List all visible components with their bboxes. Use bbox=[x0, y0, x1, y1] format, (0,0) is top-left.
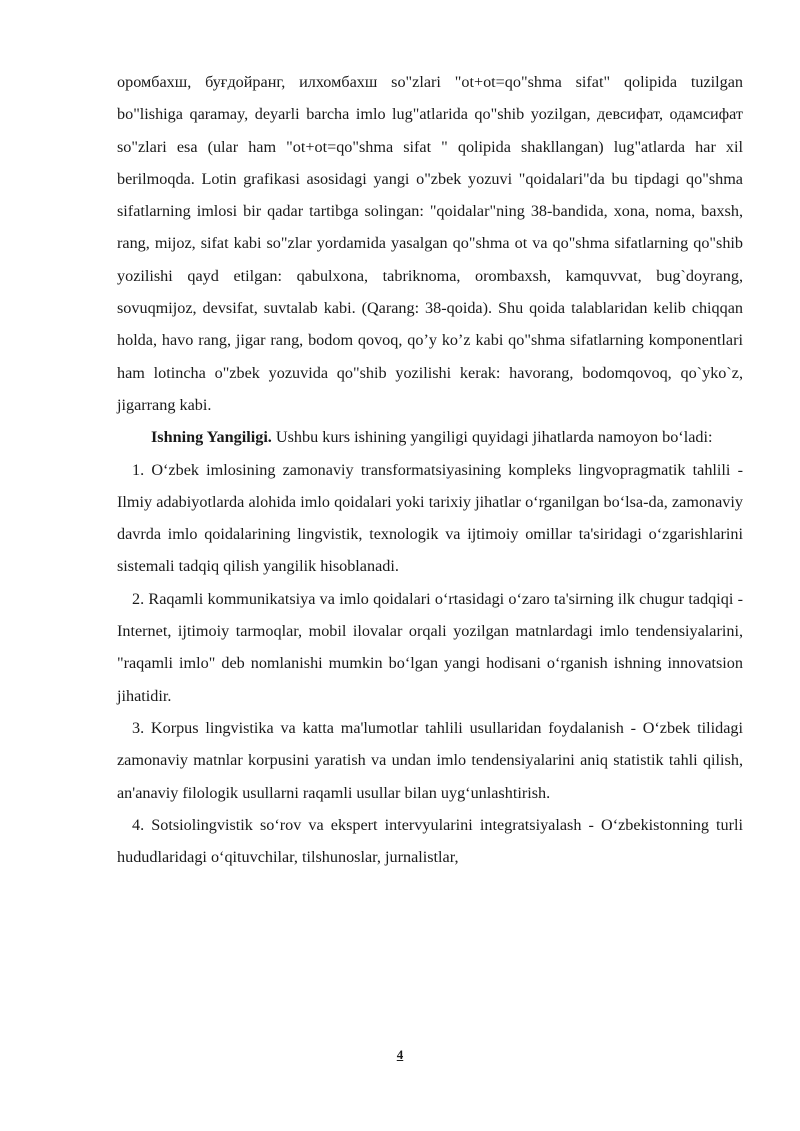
list-item: 4. Sotsiolingvistik so‘rov va ekspert intervyularini integratsiyalash - O‘zbekistonning turli hududlaridagi o‘qituvchilar, tilshunoslar, jurnalistlar, bbox=[117, 815, 743, 867]
novelty-paragraph bbox=[117, 421, 743, 453]
page-number: 4 bbox=[396, 1047, 404, 1062]
novelty-heading: Ishning Yangiligi. bbox=[151, 428, 272, 447]
body-text bbox=[117, 66, 743, 873]
novelty-intro: Ushbu kurs ishining yangiligi quyidagi jihatlarda namoyon bo‘ladi: bbox=[271, 428, 713, 447]
list-item: 3. Korpus lingvistika va katta ma'lumotlar tahlili usullaridan foydalanish - O‘zbek tilidagi zamonaviy matnlar korpusini yaratish va undan imlo tendensiyalarini aniq statistik tahli qilish, an'anaviy filologik usullarni raqamli usullar bilan uyg‘unlashtirish. bbox=[117, 718, 743, 802]
list-item: 2. Raqamli kommunikatsiya va imlo qoidalari o‘rtasidagi o‘zaro ta'sirning ilk chugur tadqiqi - Internet, ijtimoiy tarmoqlar, mobil ilovalar orqali yozilgan matnlardagi imlo tendensiyalarini, "raqamli imlo" deb nomlanishi mumkin bo‘lgan yangi hodisani o‘rganish ishning innovatsion jihatidir. bbox=[117, 589, 743, 705]
intro-paragraph: оромбахш, буғдойранг, илхомбахш so"zlari "ot+ot=qo"shma sifat" qolipida tuzilgan bo"lishiga qaramay, deyarli barcha imlo lug"atlarida qo"shib yozilgan, девсифат, одамсифат so"zlari esa (ular ham "ot+ot=qo"shma sifat " qolipida shakllangan) lug"atlarda har xil berilmoqda. Lotin grafikasi asosidagi yangi o"zbek yozuvi "qoidalari"da bu tipdagi qo"shma sifatlarning imlosi bir qadar tartibga solingan: "qoidalar"ning 38-bandida, xona, noma, baxsh, rang, mijoz, sifat kabi so"zlar yordamida yasalgan qo"shma ot va qo"shma sifatlarning qo"shib yozilishi qayd etilgan: qabulxona, tabriknoma, orombaxsh, kamquvvat, bug`doyrang, sovuqmijoz, devsifat, suvtalab kabi. (Qarang: 38-qoida). Shu qoida talablaridan kelib chiqqan holda, havo rang, jigar rang, bodom qovoq, qo’y ko’z kabi qo"shma sifatlarning komponentlari ham lotincha o"zbek yozuvida qo"shib yozilishi kerak: havorang, bodomqovoq, qo`yko`z, jigarrang kabi. bbox=[117, 73, 743, 414]
list-item: 1. O‘zbek imlosining zamonaviy transformatsiyasining kompleks lingvopragmatik tahlili - Ilmiy adabiyotlarda alohida imlo qoidalari yoki tarixiy jihatlar o‘rganilgan bo‘lsa-da, zamonaviy davrda imlo qoidalarining lingvistik, texnologik va ijtimoiy omillar ta'siridagi o‘zgarishlarini sistemali tadqiq qilish yangilik hisoblanadi. bbox=[117, 460, 743, 576]
